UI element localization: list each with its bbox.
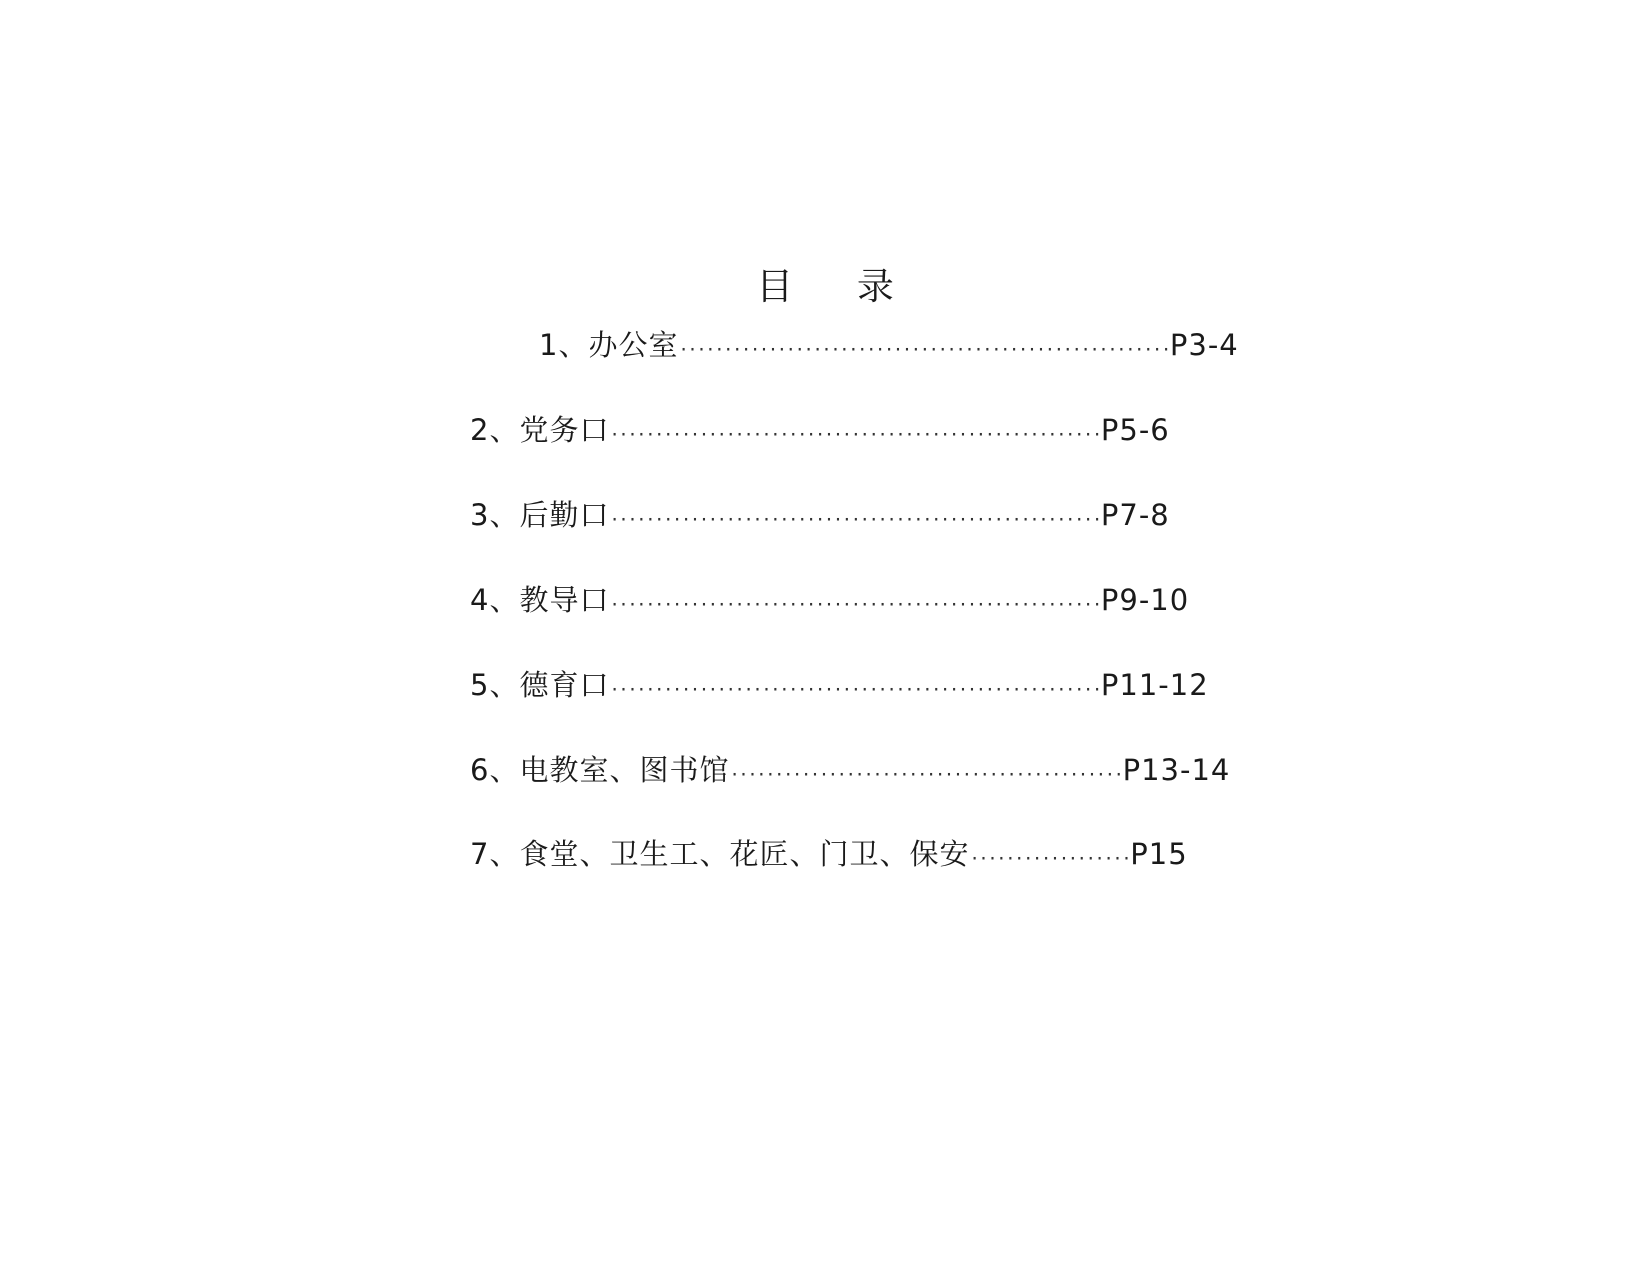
toc-entry-pages: P9-10 [1100, 583, 1190, 617]
toc-entry-number: 6、 [470, 753, 520, 787]
toc-entry-number: 7、 [470, 837, 520, 871]
toc-entry[interactable] [470, 413, 1170, 447]
toc-title: 目 录 [756, 265, 920, 308]
toc-entry-leader: ······················································· [609, 510, 1101, 530]
toc-entry-number: 4、 [470, 583, 520, 617]
toc-entry-label: 电教室、图书馆 [519, 753, 730, 787]
toc-entry[interactable] [539, 328, 1239, 362]
toc-entry-pages: P11-12 [1100, 668, 1209, 702]
toc-entry[interactable] [470, 753, 1231, 787]
toc-entry-number: 5、 [470, 668, 520, 702]
toc-entry-leader: ············································ [729, 765, 1123, 785]
toc-entry-leader: ······················································· [609, 425, 1101, 445]
toc-entry-number: 1、 [539, 328, 589, 362]
toc-entry-number: 2、 [470, 413, 520, 447]
toc-entry-leader: ·················· [969, 849, 1131, 869]
toc-entry-leader: ······················································· [678, 340, 1170, 360]
toc-entry[interactable] [470, 583, 1190, 617]
toc-entry-pages: P5-6 [1100, 413, 1170, 447]
toc-entry[interactable] [470, 668, 1209, 702]
toc-entry-label: 后勤口 [519, 498, 610, 532]
toc-entry-label: 食堂、卫生工、花匠、门卫、保安 [519, 837, 970, 871]
toc-entry[interactable] [470, 837, 1188, 871]
toc-entry-label: 德育口 [519, 668, 610, 702]
toc-entry-pages: P7-8 [1100, 498, 1170, 532]
toc-entry-label: 办公室 [588, 328, 679, 362]
toc-entry-leader: ······················································· [609, 680, 1101, 700]
toc-entry-pages: P13-14 [1122, 753, 1231, 787]
toc-entry-number: 3、 [470, 498, 520, 532]
toc-entry-leader: ······················································· [609, 595, 1101, 615]
toc-entry[interactable] [470, 498, 1170, 532]
toc-entry-label: 党务口 [519, 413, 610, 447]
toc-entry-pages: P15 [1130, 837, 1188, 871]
toc-entry-pages: P3-4 [1169, 328, 1239, 362]
toc-entry-label: 教导口 [519, 583, 610, 617]
